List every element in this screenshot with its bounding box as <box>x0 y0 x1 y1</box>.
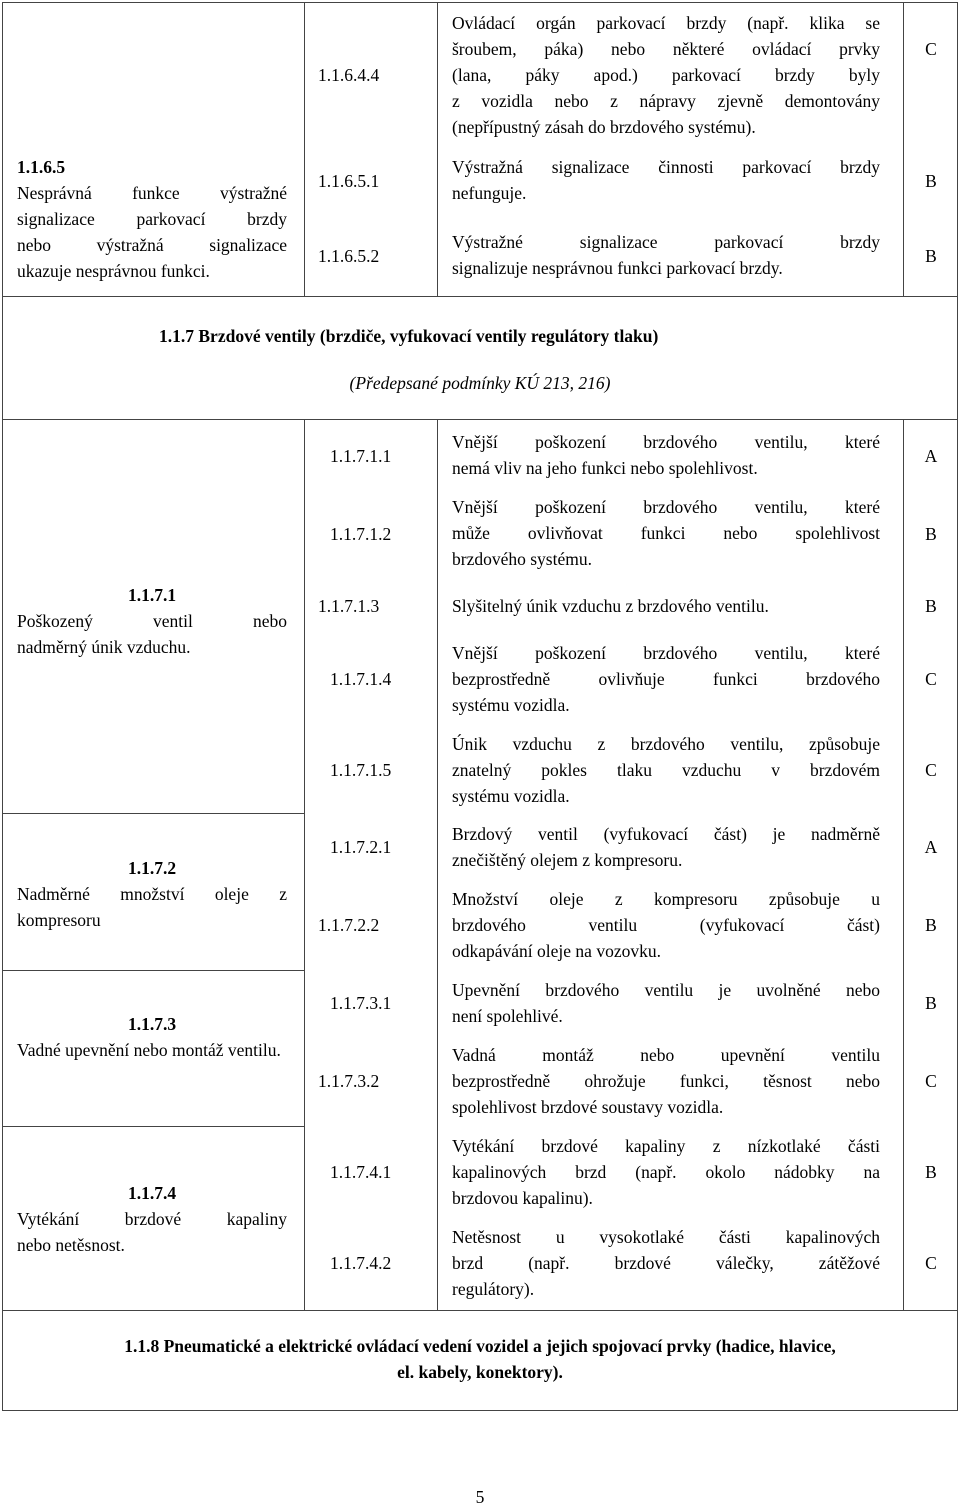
defect-group-1-1-7-4 <box>17 1180 287 1258</box>
desc-line: spolehlivost brzdové soustavy vozidla. <box>452 1097 724 1117</box>
item-description <box>452 640 880 718</box>
desc-line: odkapávání oleje na vozovku. <box>452 941 661 961</box>
item-description <box>452 593 880 619</box>
section-title-line: el. kabely, konektory). <box>397 1362 563 1382</box>
defect-grade: C <box>925 669 937 689</box>
item-description <box>452 1224 880 1302</box>
divider <box>2 419 958 420</box>
desc-line: systému vozidla. <box>452 695 570 715</box>
divider <box>2 1310 958 1311</box>
group-text-line: nebo netěsnost. <box>17 1235 125 1255</box>
group-text-line: nadměrný únik vzduchu. <box>17 637 191 657</box>
defect-grade: B <box>925 171 937 191</box>
desc-line: Výstražná signalizace činnosti parkovací brzdy <box>452 157 880 177</box>
item-code: 1.1.6.5.1 <box>318 171 380 191</box>
divider <box>2 296 958 297</box>
item-code: 1.1.7.1.5 <box>330 760 392 780</box>
desc-line: regulátory). <box>452 1279 535 1299</box>
desc-line: Vadná montáž nebo upevnění ventilu <box>452 1045 880 1065</box>
item-code: 1.1.6.4.4 <box>318 65 380 85</box>
desc-line: kapalinových brzd (např. okolo nádobky na <box>452 1162 880 1182</box>
desc-line: (lana, páky apod.) parkovací brzdy byly <box>452 65 880 85</box>
defect-group-1-1-7-2 <box>17 855 287 933</box>
item-code: 1.1.7.3.2 <box>318 1071 380 1091</box>
desc-line: Výstražné signalizace parkovací brzdy <box>452 232 880 252</box>
group-code: 1.1.7.2 <box>127 858 177 878</box>
desc-line: systému vozidla. <box>452 786 570 806</box>
desc-line: znatelný pokles tlaku vzduchu v brzdovém <box>452 760 880 780</box>
defect-grade: B <box>925 246 937 266</box>
group-text-line: Nesprávná funkce výstražné <box>17 183 287 203</box>
divider <box>2 970 304 971</box>
desc-line: není spolehlivé. <box>452 1006 563 1026</box>
desc-line: Netěsnost u vysokotlaké části kapalinových <box>452 1227 880 1247</box>
desc-line: nemá vliv na jeho funkci nebo spolehlivost. <box>452 458 758 478</box>
item-code: 1.1.7.4.1 <box>330 1162 392 1182</box>
item-code: 1.1.7.3.1 <box>330 993 392 1013</box>
page-number: 5 <box>475 1487 485 1507</box>
desc-line: šroubem, páka) nebo některé ovládací prvky <box>452 39 880 59</box>
divider <box>437 2 438 296</box>
defect-grade: C <box>925 39 937 59</box>
item-description <box>452 731 880 809</box>
section-title-line: 1.1.8 Pneumatické a elektrické ovládací vedení vozidel a jejich spojovací prvky (hadice, hlavice, <box>124 1336 836 1356</box>
item-description <box>452 154 880 206</box>
desc-line: Únik vzduchu z brzdového ventilu, způsobuje <box>452 734 880 754</box>
desc-line: Upevnění brzdového ventilu je uvolněné nebo <box>452 980 880 1000</box>
desc-line: Brzdový ventil (vyfukovací část) je nadměrně <box>452 824 880 844</box>
desc-line: nefunguje. <box>452 183 527 203</box>
item-description <box>452 429 880 481</box>
item-description <box>452 10 880 140</box>
item-description <box>452 1133 880 1211</box>
group-text-line: Vadné upevnění nebo montáž ventilu. <box>17 1040 281 1060</box>
desc-line: Množství oleje z kompresoru způsobuje u <box>452 889 880 909</box>
desc-line: může ovlivňovat funkci nebo spolehlivost <box>452 523 880 543</box>
item-code: 1.1.7.1.2 <box>330 524 392 544</box>
item-code: 1.1.7.4.2 <box>330 1253 392 1273</box>
desc-line: Vnější poškození brzdového ventilu, které <box>452 432 880 452</box>
group-text-line: ukazuje nesprávnou funkci. <box>17 261 210 281</box>
group-text-line: Poškozený ventil nebo <box>17 611 287 631</box>
desc-line: Vnější poškození brzdového ventilu, které <box>452 643 880 663</box>
desc-line: brzdového ventilu (vyfukovací část) <box>452 915 880 935</box>
defect-group-1-1-7-1 <box>17 582 287 660</box>
item-code: 1.1.6.5.2 <box>318 246 380 266</box>
desc-line: Slyšitelný únik vzduchu z brzdového ventilu. <box>452 596 769 616</box>
desc-line: signalizuje nesprávnou funkci parkovací brzdy. <box>452 258 783 278</box>
item-description <box>452 886 880 964</box>
group-code: 1.1.6.5 <box>17 157 66 177</box>
group-text-line: Nadměrné množství oleje z <box>17 884 287 904</box>
item-code: 1.1.7.1.3 <box>318 596 380 616</box>
defect-grade: B <box>925 524 937 544</box>
defect-grade: B <box>925 1162 937 1182</box>
item-description <box>452 1042 880 1120</box>
group-text-line: signalizace parkovací brzdy <box>17 209 287 229</box>
group-text-line: kompresoru <box>17 910 101 930</box>
defect-grade: A <box>924 446 938 466</box>
defect-grade: C <box>925 760 937 780</box>
defect-grade: B <box>925 915 937 935</box>
section-title: 1.1.7 Brzdové ventily (brzdiče, vyfukovací ventily regulátory tlaku) <box>159 326 659 346</box>
item-code: 1.1.7.2.1 <box>330 837 392 857</box>
item-code: 1.1.7.1.1 <box>330 446 392 466</box>
item-code: 1.1.7.2.2 <box>318 915 380 935</box>
divider <box>304 419 305 1310</box>
defect-grade: A <box>924 837 938 857</box>
group-code: 1.1.7.1 <box>127 585 177 605</box>
group-code: 1.1.7.3 <box>127 1014 177 1034</box>
item-code: 1.1.7.1.4 <box>330 669 392 689</box>
item-description <box>452 494 880 572</box>
defect-grade: B <box>925 993 937 1013</box>
item-description <box>452 229 880 281</box>
desc-line: brzdovou kapalinu). <box>452 1188 593 1208</box>
defect-group-1-1-6-5 <box>17 154 287 284</box>
desc-line: bezprostředně ovlivňuje funkci brzdového <box>452 669 880 689</box>
desc-line: Vytékání brzdové kapaliny z nízkotlaké části <box>452 1136 880 1156</box>
desc-line: Ovládací orgán parkovací brzdy (např. klika se <box>452 13 880 33</box>
desc-line: z vozidla nebo z nápravy zjevně demontovány <box>452 91 880 111</box>
section-title <box>2 1333 958 1385</box>
desc-line: brzd (např. brzdové válečky, zátěžové <box>452 1253 880 1273</box>
divider <box>437 419 438 1310</box>
defect-grade: C <box>925 1253 937 1273</box>
defect-group-1-1-7-3 <box>17 1011 287 1063</box>
defect-grade: B <box>925 596 937 616</box>
desc-line: (nepřípustný zásah do brzdového systému). <box>452 117 756 137</box>
desc-line: bezprostředně ohrožuje funkci, těsnost nebo <box>452 1071 880 1091</box>
divider <box>304 2 305 296</box>
group-code: 1.1.7.4 <box>127 1183 177 1203</box>
section-subtitle: (Předepsané podmínky KÚ 213, 216) <box>349 373 611 393</box>
item-description <box>452 821 880 873</box>
divider <box>2 1126 304 1127</box>
desc-line: Vnější poškození brzdového ventilu, které <box>452 497 880 517</box>
group-text-line: Vytékání brzdové kapaliny <box>17 1209 287 1229</box>
divider <box>2 813 304 814</box>
group-text-line: nebo výstražná signalizace <box>17 235 287 255</box>
desc-line: brzdového systému. <box>452 549 592 569</box>
desc-line: znečištěný olejem z kompresoru. <box>452 850 683 870</box>
defect-grade: C <box>925 1071 937 1091</box>
item-description <box>452 977 880 1029</box>
